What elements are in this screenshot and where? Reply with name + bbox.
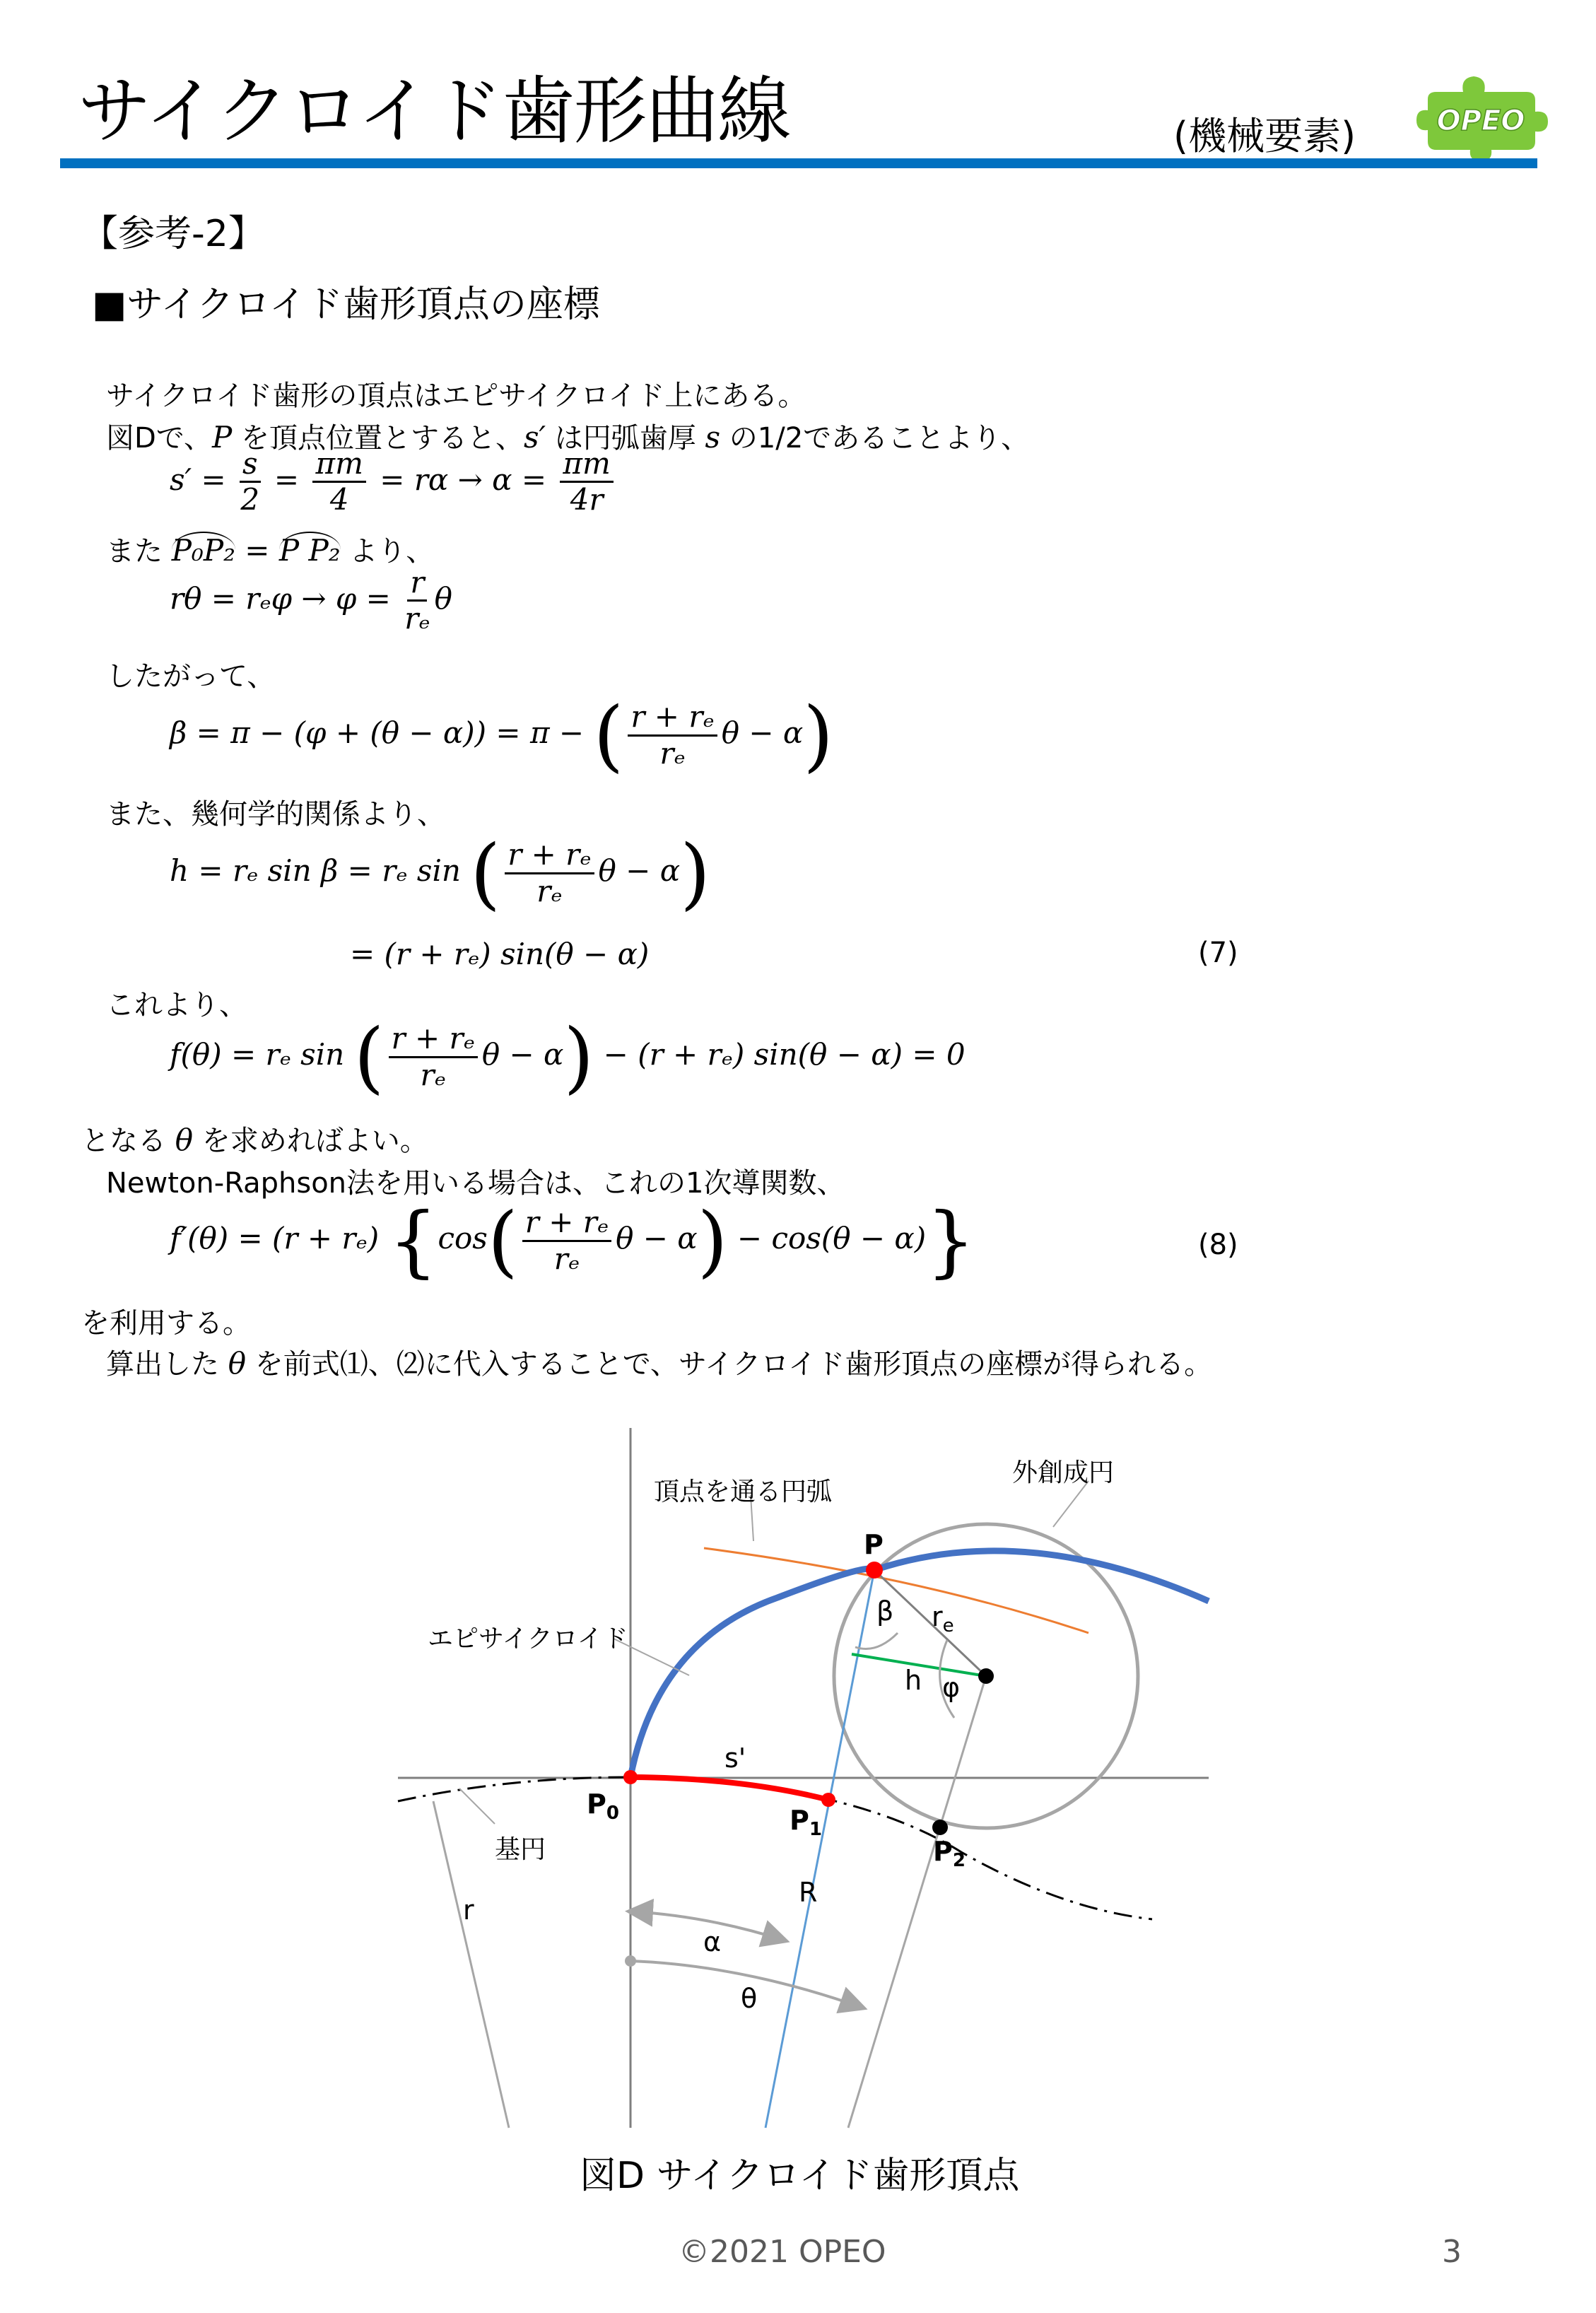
denominator: 2 [240, 482, 260, 517]
text: 算出した [106, 1348, 228, 1381]
eq-part: = [274, 462, 300, 497]
text: 図Dで、 [106, 422, 213, 455]
denominator: rₑ [536, 873, 563, 908]
left-paren: ( [593, 690, 624, 780]
denominator: 4r [570, 482, 604, 517]
denominator: rₑ [553, 1241, 580, 1276]
eq-part: = rα → α = [380, 462, 547, 497]
left-brace: { [388, 1195, 438, 1286]
label-base-circle: 基円 [495, 1835, 546, 1864]
label-tip-arc: 頂点を通る円弧 [654, 1477, 833, 1506]
radial-line-R [765, 1570, 874, 2128]
denominator: rₑ [420, 1057, 446, 1092]
left-paren: ( [487, 1195, 518, 1286]
equation-number-7: (7) [1198, 937, 1238, 969]
numerator: r + rₑ [505, 838, 594, 874]
label-R: R [799, 1877, 818, 1908]
numerator: r [407, 566, 427, 602]
leader-rolling-circle [1053, 1481, 1089, 1527]
math-s-prime: s′ [524, 420, 546, 455]
label-text: P [587, 1788, 606, 1820]
section-heading: ■サイクロイド歯形頂点の座標 [92, 283, 600, 326]
equation-h-line2: = (r + rₑ) sin(θ − α) [350, 937, 650, 971]
denominator: 4 [329, 482, 349, 517]
label-text: r [932, 1601, 943, 1632]
numerator: πm [312, 447, 365, 483]
text: となる [81, 1125, 175, 1157]
text: を頂点位置とすると、 [232, 422, 524, 455]
eq-part: − (r + rₑ) sin(θ − α) = 0 [603, 1037, 966, 1072]
equation-number-8: (8) [1198, 1229, 1238, 1261]
arc-s-prime [630, 1777, 828, 1800]
label-epicycloid: エピサイクロイド [428, 1624, 628, 1653]
right-brace: } [926, 1195, 976, 1286]
paragraph-8: Newton-Raphson法を用いる場合は、これの1次導関数、 [106, 1167, 845, 1200]
subscript: 0 [606, 1803, 619, 1824]
eq-part: h = rₑ sin β = rₑ sin [170, 853, 461, 888]
math-theta: θ [175, 1123, 194, 1157]
label-P: P [864, 1529, 884, 1560]
right-paren: ) [680, 828, 710, 918]
denominator: rₑ [404, 601, 430, 636]
math-arc-P0P2: P₀P₂ [171, 533, 235, 568]
right-paren: ) [697, 1195, 728, 1286]
label-alpha: α [703, 1926, 722, 1957]
text: より、 [340, 535, 435, 568]
math-theta: θ [228, 1346, 247, 1381]
text: は円弧歯厚 [546, 422, 705, 455]
point-P2-dot [932, 1820, 948, 1835]
eq-part: θ − α [721, 715, 804, 750]
eq-part: θ [434, 580, 452, 616]
subscript: 2 [952, 1850, 966, 1871]
numerator: r + rₑ [389, 1021, 478, 1058]
eq-part: θ − α [616, 1221, 698, 1255]
category-label: (機械要素) [1173, 114, 1356, 158]
eq-part: θ − α [481, 1037, 564, 1072]
paragraph-4: したがって、 [106, 660, 276, 693]
copyright: ©2021 OPEO [679, 2234, 886, 2270]
numerator: s [240, 447, 261, 483]
point-P-dot [866, 1562, 883, 1579]
label-text: P [790, 1805, 809, 1836]
leader-base-circle [459, 1788, 495, 1824]
point-P0-dot [623, 1770, 638, 1784]
numerator: πm [560, 447, 613, 483]
label-phi: φ [942, 1672, 961, 1703]
logo-text: OPEO [1436, 105, 1525, 137]
label-P2 [933, 1836, 966, 1871]
label-theta: θ [741, 1983, 758, 2014]
reference-label: 【参考-2】 [81, 213, 265, 255]
eq-part: β = π − (φ + (θ − α)) = π − [170, 715, 585, 750]
page-title: サイクロイド歯形曲線 [78, 68, 790, 154]
label-h: h [905, 1665, 922, 1696]
left-paren: ( [470, 828, 501, 918]
label-re [932, 1601, 954, 1636]
center-to-P2-line [848, 1676, 986, 2128]
numerator: r + rₑ [522, 1205, 611, 1241]
eq-part: rθ = rₑφ → φ = [170, 580, 391, 616]
label-beta: β [876, 1595, 894, 1627]
eq-part: cos [438, 1221, 488, 1255]
page-number: 3 [1442, 2234, 1462, 2270]
label-text: P [933, 1836, 953, 1867]
denominator: rₑ [659, 735, 686, 771]
paragraph-1: サイクロイド歯形の頂点はエピサイクロイド上にある。 [106, 380, 806, 412]
numerator: r + rₑ [628, 700, 717, 736]
label-s-prime: s' [724, 1743, 746, 1774]
math-s: s [705, 420, 721, 455]
eq-part: θ − α [598, 853, 681, 888]
rolling-center-dot [978, 1668, 994, 1684]
paragraph-6: これより、 [106, 989, 247, 1021]
label-r: r [463, 1895, 474, 1926]
figure-caption: 図D サイクロイド歯形頂点 [580, 2155, 1020, 2197]
eq-part: − cos(θ − α) [737, 1221, 927, 1255]
eq-part: f(θ) = rₑ sin [170, 1037, 345, 1072]
text: また [106, 535, 172, 568]
subscript: 1 [809, 1819, 822, 1840]
math-P: P [212, 420, 233, 455]
label-P1 [790, 1805, 822, 1840]
subscript: e [942, 1615, 954, 1636]
paragraph-5: また、幾何学的関係より、 [106, 798, 445, 831]
text: を前式⑴、⑵に代入することで、サイクロイド歯形頂点の座標が得られる。 [246, 1348, 1213, 1381]
label-rolling-circle: 外創成円 [1012, 1458, 1115, 1487]
paragraph-9: を利用する。 [81, 1307, 251, 1340]
text: の1/2であることより、 [720, 422, 1030, 455]
left-paren: ( [353, 1012, 385, 1102]
math-arc-PP2: P P₂ [278, 533, 341, 568]
eq-part: f′(θ) = (r + rₑ) [170, 1221, 380, 1255]
right-paren: ) [563, 1012, 594, 1102]
eq-part: s′ = [170, 462, 226, 497]
right-paren: ) [803, 690, 834, 780]
text: = [235, 533, 279, 568]
theta-origin-dot [625, 1955, 636, 1967]
label-P0 [587, 1788, 619, 1824]
point-P1-dot [821, 1793, 835, 1807]
text: を求めればよい。 [193, 1125, 428, 1157]
